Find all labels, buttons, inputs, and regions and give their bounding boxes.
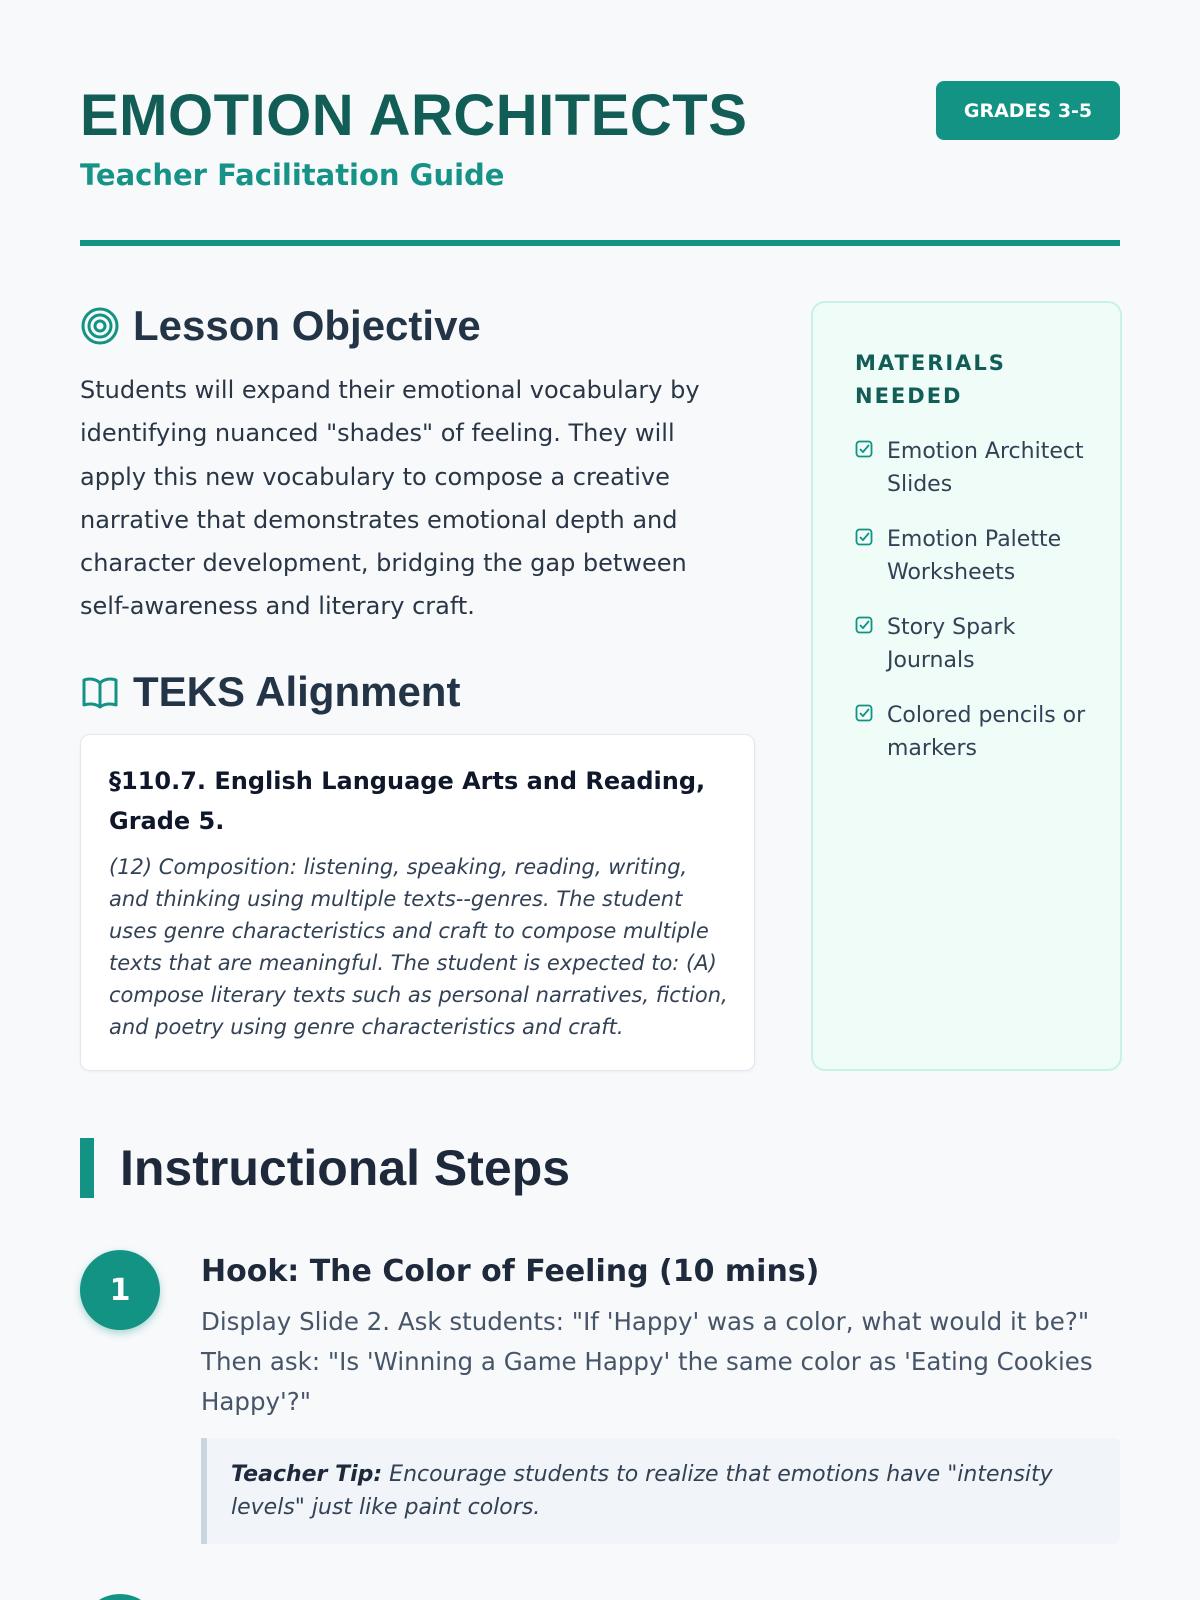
open-book-icon [80,672,120,712]
teacher-tip-text: Encourage students to realize that emotions have "intensity levels" just like paint colors. [231,1462,1053,1520]
material-label: Story Spark Journals [887,615,1016,673]
grade-badge: GRADES 3-5 [936,81,1120,140]
checkbox-checked-icon [855,704,873,722]
teks-heading [80,668,460,716]
steps-heading [80,1138,570,1198]
steps-heading-accent [80,1138,94,1198]
teacher-tip [201,1438,1120,1544]
step-body [201,1250,1120,1544]
step-number-badge [80,1594,160,1600]
list-item [855,699,1090,765]
checkbox-checked-icon [855,528,873,546]
teacher-tip-label: Teacher Tip: [231,1462,383,1487]
teks-card [80,734,755,1071]
material-label: Colored pencils or markers [887,703,1086,761]
materials-panel [811,301,1122,1071]
objective-heading [80,302,481,350]
lesson-guide-page [80,0,1120,1600]
list-item [855,611,1090,677]
teks-heading-label: TEKS Alignment [133,668,461,715]
list-item [855,523,1090,589]
list-item [855,435,1090,501]
objective-text: Students will expand their emotional vocabulary by identifying nuanced "shades" of feeling. They will apply this new vocabulary to compose a creative narrative that demonstrates emotional depth and character development, bridging the gap between self-awareness and literary craft. [80,376,700,621]
teks-code: §110.7. English Language Arts and Reading, Grade 5. [109,767,706,835]
materials-title: MATERIALS NEEDED [855,351,1006,408]
header-divider [80,240,1120,246]
page-title: EMOTION ARCHITECTS [80,83,748,148]
target-icon [80,306,120,346]
materials-list [855,435,1090,765]
teks-description: (12) Composition: listening, speaking, reading, writing, and thinking using multiple texts--genres. The student uses genre characteristics and craft to compose multiple texts that are meaningful. The student is expected to: (A) compose literary texts such as personal narratives, fiction, and poetry using genre characteristics and craft. [109,855,728,1039]
material-label: Emotion Palette Worksheets [887,527,1062,585]
step-text: Display Slide 2. Ask students: "If 'Happy' was a color, what would it be?" Then ask: "Is 'Winning a Game Happy' the same color as 'Eating Cookies Happy'?" [201,1307,1093,1416]
checkbox-checked-icon [855,616,873,634]
page-subtitle: Teacher Facilitation Guide [80,158,505,192]
step-number-badge: 1 [80,1250,160,1330]
step-title: Hook: The Color of Feeling (10 mins) [201,1254,820,1289]
steps-heading-label: Instructional Steps [120,1140,571,1196]
objective-heading-label: Lesson Objective [133,302,481,349]
checkbox-checked-icon [855,440,873,458]
page-header [80,76,1120,246]
material-label: Emotion Architect Slides [887,439,1084,497]
